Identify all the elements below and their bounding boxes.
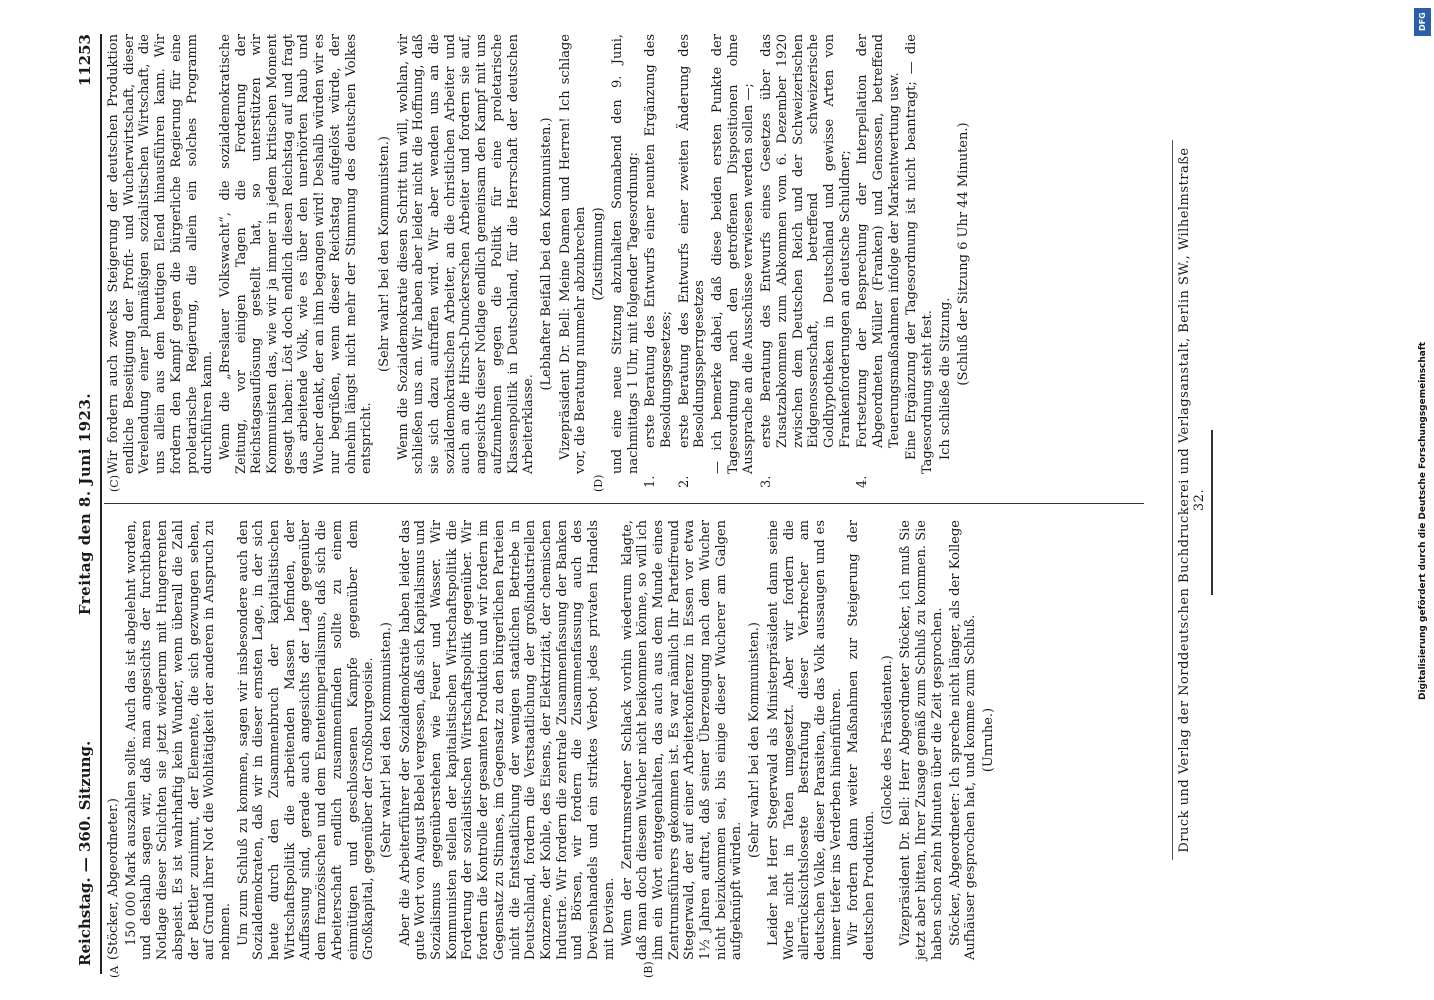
speaker-heading: (Stöcker, Abgeordneter.) xyxy=(106,798,121,960)
paragraph: Vizepräsident Dr. Bell: Meine Damen und Herren! Ich schlage vor, die Beratung nunmehr abzubrechen xyxy=(557,34,589,474)
column-divider xyxy=(104,503,1144,504)
paragraph: Vizepräsident Dr. Bell: Herr Abgeordneter Stöcker, ich muß Sie jetzt aber bitten, Ihrer Zusage gemäß zum Schluß zu kommen. Sie haben schon zehn Minuten über die Zeit gesprochen. xyxy=(898,520,945,960)
paragraph: Aber die Arbeiterführer der Sozialdemokratie haben leider das gute Wort von August Bebel vergessen, daß sich Kapitalismus und Sozialismus gegenüberstehen wie Feuer und Wasser. Wir Kommunisten stellen der kapitalistischen Wirtschaftspolitik die Forderung der sozialistischen Wirtschaftspolitik gegenüber. Wir fordern die Kontrolle der gesamten Produktion und wir fordern im Gegensatz zu Stinnes, im Gegensatz zu den bürgerlichen Parteien nicht die Entstaatlichung der wenigen staatlichen Betriebe in Deutschland, fordern die Verstaatlichung der großindustriellen Konzerne, der Kohle, des Eisens, der Elektrizität, der chemischen Industrie. Wir fordern die zentrale Zusammenfassung der Banken und Börsen, wir fordern die Zusammenfassung auch des Devisenhandels und ein striktes Verbot jedes privaten Handels mit Devisen. xyxy=(397,520,617,960)
interjection: (Unruhe.) xyxy=(980,707,996,773)
interjection: (Sehr wahr! bei den Kommunisten.) xyxy=(376,136,392,372)
margin-mark-b: (B) xyxy=(642,961,655,978)
agenda-item-number: 2. xyxy=(676,475,692,488)
margin-mark-c: (C) xyxy=(108,475,121,492)
header-page-number: 11253 xyxy=(76,34,94,87)
agenda-item-text: Fortsetzung der Besprechung der Interpellation der Abgeordneten Müller (Franken) und Genossen, betreffend Teuerungsmaßnahmen infolge der Markentwertung usw. xyxy=(855,34,902,448)
agenda-item-text: erste Beratung des Entwurfs eines Gesetzes über das Zusatzabkommen zum Abkommen vom 6. Dezember 1920 zwischen dem Deutschen Reich und der Schweizerischen Eidgenossenschaft, betreffend schweizerische Goldhypotheken in Deutschland und gewisse Arten von Frankenforderungen an deutsche Schuldner; xyxy=(759,34,853,448)
interjection: (Glocke des Präsidenten.) xyxy=(879,655,895,825)
interjection: (Zustimmung) xyxy=(591,207,607,301)
margin-mark-a: (A xyxy=(108,965,121,978)
paragraph: und eine neue Sitzung abzuhalten Sonnabend den 9. Juni, nachmittags 1 Uhr, mit folgender Tagesordnung: xyxy=(609,34,641,474)
agenda-item-number: 1. xyxy=(643,475,659,488)
scan-artifact-line xyxy=(1211,430,1213,595)
agenda-item-text: erste Beratung des Entwurfs einer neunten Ergänzung des Besoldungsgesetzes; xyxy=(643,34,674,448)
interjection: (Lebhafter Beifall bei den Kommunisten.) xyxy=(538,117,554,391)
paragraph: Leider hat Herr Stegerwald als Ministerpräsident dann seine Worte nicht in Taten umgesetzt. Aber wir fordern die allerrücksichtsloseste Bestrafung dieser Verbrecher am deutschen Volke, dieser Parasiten, die das Volk aussaugen und es immer tiefer ins Verderben hineinführen. xyxy=(765,520,844,960)
paragraph: — ich bemerke dabei, daß diese beiden ersten Punkte der Tagesordnung nach den getroffenen Dispositionen ohne Aussprache an die Ausschüsse verwiesen werden sollen —; xyxy=(710,34,757,474)
agenda-item xyxy=(855,34,902,488)
paragraph: Ich schließe die Sitzung. xyxy=(937,297,953,460)
header-rule xyxy=(100,34,102,974)
agenda-item xyxy=(759,34,853,488)
page-header xyxy=(72,34,98,974)
agenda-item-number: 4. xyxy=(855,475,871,488)
interjection: (Sehr wahr! bei den Kommunisten.) xyxy=(747,622,763,858)
agenda-item-text: erste Beratung des Entwurfs einer zweiten Änderung des Besoldungssperrgesetzes xyxy=(676,34,708,448)
header-session: Reichstag. — 360. Sitzung. xyxy=(76,740,94,966)
paragraph: Wir fordern auch zwecks Steigerung der deutschen Produktion endliche Beseitigung der Profit- und Wucherwirtschaft, dieser Verelendung einer planmäßigen sozialistischen Wirtschaft, die uns allein aus dem heutigen Elend hinausführen kann. Wir fordern den Kampf gegen die bürgerliche Regierung für eine proletarische Regierung, die allein ein solches Programm durchführen kann. xyxy=(106,34,216,474)
agenda-item xyxy=(676,34,708,488)
paragraph: Wenn die Sozialdemokratie diesen Schritt tun will, wohlan, wir schließen uns an. Wir haben aber leider nicht die Hoffnung, daß sie sich dazu aufraffen wird. Wir aber wenden uns an die sozialdemokratischen Arbeiter, an die christlichen Arbeiter und auch an die Hirsch-Dunckerschen Arbeiter und fordern sie auf, angesichts dieser Notlage endlich gemeinsam den Kampf mit uns aufzunehmen gegen die Politik für eine proletarische Klassenpolitik in Deutschland, für die Herrschaft der deutschen Arbeiterklasse. xyxy=(395,34,537,474)
paragraph: Wenn die „Breslauer Volkswacht“, die sozialdemokratische Zeitung, vor einigen Tagen die Forderung der Reichstagsauflösung gestellt hat, so unterstützen wir Kommunisten das, wie wir ja immer in jedem kritischen Moment gesagt haben: Löst doch endlich diesen Reichstag auf und fragt das arbeitende Volk, wie es über den unerhörten Raub und Wucher denkt, der an ihm begangen wird! Deshalb würden wir es nur begrüßen, wenn dieser Reichstag aufgelöst würde, der ohnehin längst nicht mehr der Stimmung des deutschen Volkes entspricht. xyxy=(217,34,375,474)
printed-sheet xyxy=(72,20,1362,980)
paragraph: Stöcker, Abgeordneter: Ich spreche nicht länger, als der Kollege Aufhäuser gesprochen hat, und komme zum Schluß. xyxy=(947,520,979,960)
header-date: Freitag den 8. Juni 1923. xyxy=(76,392,94,616)
left-column xyxy=(106,520,1136,960)
printer-imprint: Druck und Verlag der Norddeutschen Buchdruckerei und Verlagsanstalt, Berlin SW., Wilhelmstraße 32. xyxy=(1172,140,1207,860)
paragraph: Eine Ergänzung der Tagesordnung ist nicht beantragt; — die Tagesordnung steht fest. xyxy=(904,34,936,474)
paragraph: Um zum Schluß zu kommen, sagen wir insbesondere auch den Sozialdemokraten, daß wir in dieser ernsten Lage, in der sich heute durch den Zusammenbruch der kapitalistischen Wirtschaftspolitik die arbeitenden Massen befinden, der Auffassung sind, gerade auch angesichts der Lage gegenüber dem französischen und dem Ententeimperialismus, daß sich die Arbeiterschaft endlich zusammenfinden sollte zu einem einmütigen und geschlossenen Kampfe gegenüber dem Großkapital, gegenüber der Großbourgeoisie. xyxy=(235,520,377,960)
agenda-item-number: 3. xyxy=(759,475,775,488)
interjection: (Schluß der Sitzung 6 Uhr 44 Minuten.) xyxy=(955,122,971,386)
interjection: (Sehr wahr! bei den Kommunisten.) xyxy=(378,622,394,858)
paragraph: Wenn der Zentrumsredner Schlack vorhin wiederum klagte, daß man doch diesem Wucher nicht beikommen könne, so will ich ihm ein Wort entgegenhalten, das auch aus dem Munde eines Zentrumsführers gekommen ist. Es war nämlich Ihr Parteifreund Stegerwald, der auf einer Arbeiterkonferenz in Essen vor etwa 1½ Jahren auftrat, daß seiner Überzeugung nach dem Wucher nicht beizukommen sei, bis einige dieser Wucherer am Galgen aufgeknüpft würden. xyxy=(619,520,745,960)
digitization-note: Digitalisierung gefördert durch die Deutsche Forschungsgemeinschaft xyxy=(1418,341,1428,700)
paragraph: 150 000 Mark auszahlen sollte. Auch das ist abgelehnt worden, und deshalb sagen wir, daß man angesichts der furchtbaren Notlage dieser Schichten sie jetzt wiederum mit Hungerrenten abspeist. Es ist wahrhaftig kein Wunder, wenn überall die Zahl der Bettler zunimmt, der Elemente, die sich gezwungen sehen, auf Grund ihrer Not die Wohltätigkeit der anderen in Anspruch zu nehmen. xyxy=(123,520,233,960)
right-column xyxy=(106,34,1136,488)
agenda-item xyxy=(643,34,674,488)
dfg-logo: DFG xyxy=(1414,8,1431,36)
margin-mark-d: (D) xyxy=(592,474,605,492)
paragraph: Wir fordern dann weiter Maßnahmen zur Steigerung der deutschen Produktion. xyxy=(846,520,878,960)
